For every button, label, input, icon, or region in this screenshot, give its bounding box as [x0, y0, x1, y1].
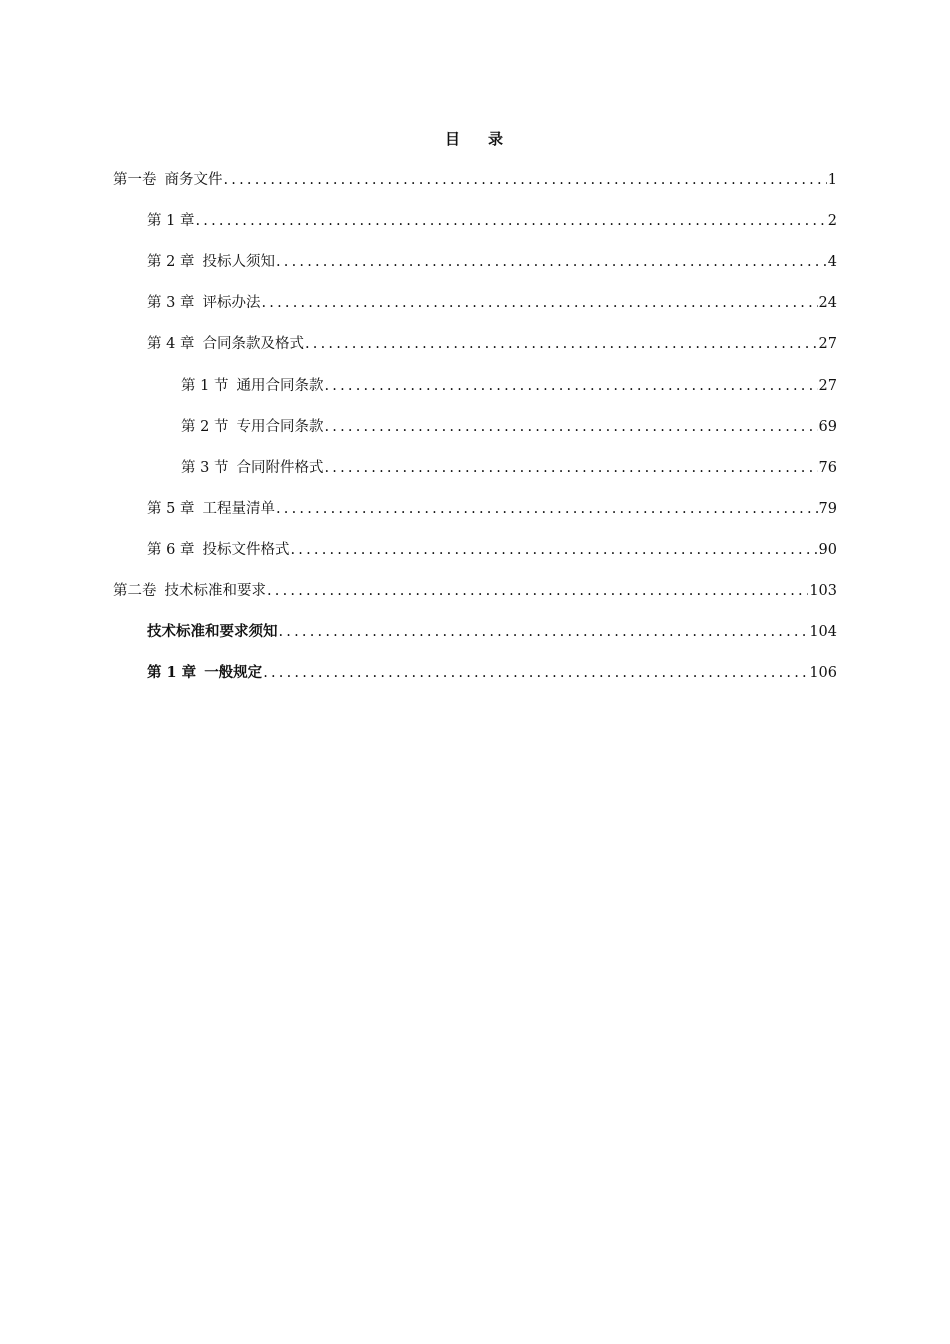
toc-entry-label	[147, 330, 304, 358]
toc-dot-leader	[224, 166, 827, 194]
toc-dot-leader	[276, 248, 827, 276]
toc-entry-title: 商务文件	[164, 172, 223, 188]
toc-page-number: 27	[818, 377, 837, 394]
toc-entry-title: 投标人须知	[202, 254, 275, 271]
toc-dot-leader	[195, 207, 826, 235]
toc-entry-label	[147, 248, 275, 276]
toc-entry[interactable]	[147, 248, 837, 276]
toc-entry-label	[147, 618, 278, 646]
toc-entry[interactable]	[181, 372, 837, 400]
toc-entry[interactable]	[147, 659, 837, 687]
toc-entry-number: 第 1 节	[181, 377, 229, 394]
toc-page-number: 103	[809, 583, 837, 599]
toc-entry-title: 通用合同条款	[236, 377, 324, 394]
toc-page-number: 24	[818, 295, 837, 312]
toc-entry[interactable]	[147, 536, 837, 564]
toc-entry-number: 第 3 节	[181, 459, 229, 476]
toc-entry-label	[113, 577, 266, 605]
toc-entry-number: 第 1 章	[147, 664, 197, 682]
toc-dot-leader	[276, 495, 818, 523]
toc-entry-title: 专用合同条款	[236, 418, 324, 435]
toc-dot-leader	[290, 536, 817, 564]
toc-entry-number: 第一卷	[113, 172, 157, 188]
toc-entry[interactable]	[147, 495, 837, 523]
toc-entry-number: 第 1 章	[147, 213, 195, 230]
toc-entry-label	[147, 207, 194, 235]
toc-entry[interactable]	[147, 207, 837, 235]
toc-entry-title: 工程量清单	[202, 500, 275, 517]
toc-entry-number: 第 4 章	[147, 336, 195, 353]
toc-page-number: 27	[818, 336, 837, 353]
toc-entry[interactable]	[181, 454, 837, 482]
toc-entry[interactable]	[113, 577, 837, 605]
toc-entry-number: 第 3 章	[147, 295, 195, 312]
toc-title-left: 目	[444, 130, 462, 148]
toc-entry-title: 合同条款及格式	[202, 336, 304, 353]
toc-page-number: 4	[827, 254, 837, 271]
toc-dot-leader	[263, 659, 808, 687]
toc-page-number: 104	[809, 624, 837, 641]
toc-entry-label	[147, 659, 262, 687]
toc-page-number: 1	[827, 172, 837, 188]
toc-page-number: 69	[818, 418, 837, 435]
toc-page-number: 90	[818, 541, 837, 558]
toc-dot-leader	[267, 577, 808, 605]
toc-entry-label	[147, 289, 260, 317]
toc-dot-leader	[324, 372, 817, 400]
toc-entry-title: 投标文件格式	[202, 541, 290, 558]
toc-entry[interactable]	[147, 618, 837, 646]
toc-dot-leader	[261, 289, 817, 317]
toc-title-right: 录	[488, 130, 506, 148]
toc-entry-number: 第二卷	[113, 583, 157, 599]
toc-page-number: 106	[809, 665, 837, 682]
toc-entry-label	[181, 413, 323, 441]
toc-entry[interactable]	[147, 330, 837, 358]
toc-entry-label	[181, 372, 323, 400]
toc-dot-leader	[324, 413, 817, 441]
toc-entry-label	[181, 454, 323, 482]
toc-entry-label	[113, 166, 223, 194]
toc-entry-title: 技术标准和要求须知	[147, 623, 278, 641]
toc-entry-title: 评标办法	[202, 295, 261, 312]
toc-dot-leader	[305, 330, 818, 358]
toc-page-number: 79	[818, 500, 837, 517]
toc-entry-number: 第 2 章	[147, 254, 195, 271]
toc-dot-leader	[279, 618, 809, 646]
toc-entry-number: 第 6 章	[147, 541, 195, 558]
toc-entry-title: 一般规定	[204, 664, 263, 682]
toc-entry-title: 合同附件格式	[236, 459, 324, 476]
toc-dot-leader	[324, 454, 817, 482]
toc-entry-number: 第 2 节	[181, 418, 229, 435]
toc-page-number: 2	[827, 213, 837, 230]
toc-entry-label	[147, 536, 289, 564]
toc-entry-title: 技术标准和要求	[164, 583, 266, 599]
toc-entry-label	[147, 495, 275, 523]
toc-entry[interactable]	[181, 413, 837, 441]
toc-title	[0, 128, 950, 149]
toc-entry[interactable]	[147, 289, 837, 317]
toc-page-number: 76	[818, 459, 837, 476]
toc-entry[interactable]	[113, 166, 837, 194]
toc-entry-number: 第 5 章	[147, 500, 195, 517]
